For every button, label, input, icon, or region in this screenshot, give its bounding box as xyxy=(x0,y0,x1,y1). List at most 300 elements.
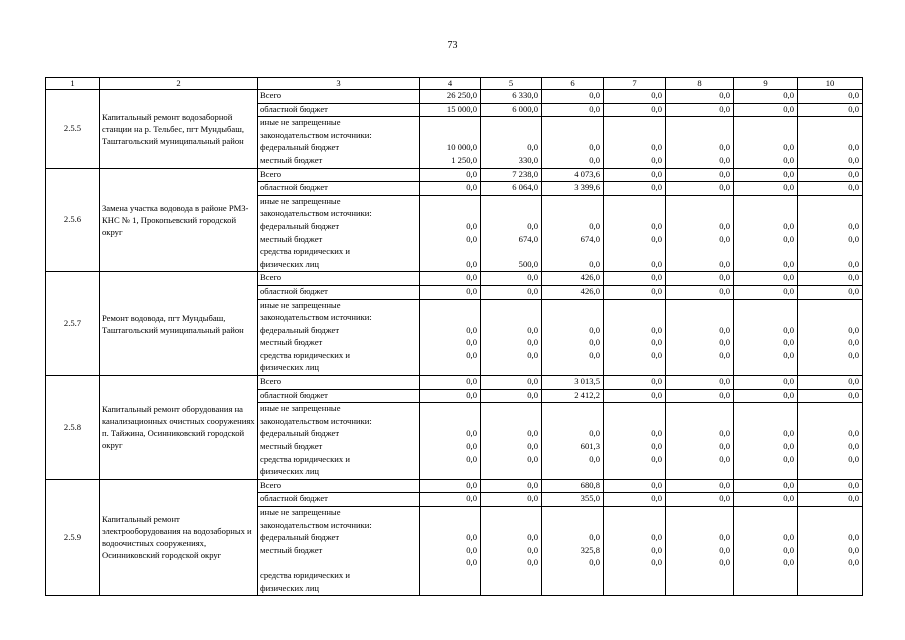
amount-value xyxy=(798,117,862,130)
amount-value xyxy=(542,208,603,221)
amount-value: 0,0 xyxy=(527,544,538,555)
amount-value: 0,0 xyxy=(666,182,733,196)
table-row xyxy=(46,168,863,272)
amount-value xyxy=(666,246,733,259)
amount-value xyxy=(798,312,862,325)
amount-value: 0,0 xyxy=(848,324,859,335)
amount-value: 0,0 xyxy=(783,428,794,439)
amount-value xyxy=(798,246,862,259)
amount-value xyxy=(542,362,603,375)
amount-value xyxy=(542,246,603,259)
funding-source-label: иные не запрещенные xyxy=(260,117,341,128)
funding-source-label: федеральный бюджет xyxy=(260,532,340,543)
amount-value: 0,0 xyxy=(848,337,859,348)
column-header: 1 xyxy=(46,78,100,90)
amount-value: 0,0 xyxy=(542,104,603,118)
amount-value: 0,0 xyxy=(666,169,733,183)
column-header: 10 xyxy=(798,78,863,90)
amount-value: 0,0 xyxy=(604,286,665,300)
amount-value xyxy=(666,117,733,130)
amount-value xyxy=(420,300,480,313)
funding-source-label: местный бюджет xyxy=(260,233,323,244)
amount-value: 0,0 xyxy=(798,390,862,404)
amount-value: 0,0 xyxy=(589,349,600,360)
section-name: Капитальный ремонт оборудования на канализационных очистных сооружениях п. Тайжина, Осинниковский городской округ xyxy=(100,376,258,480)
amount-value: 0,0 xyxy=(589,258,600,269)
amount-value: 0,0 xyxy=(734,104,797,118)
amount-value: 0,0 xyxy=(466,428,477,439)
amount-value: 0,0 xyxy=(734,169,797,183)
amount-value: 0,0 xyxy=(651,154,662,165)
amount-value: 601,3 xyxy=(580,441,600,452)
amount-value: 0,0 xyxy=(783,441,794,452)
amount-value xyxy=(604,507,665,520)
amount-value xyxy=(420,362,480,375)
amount-value xyxy=(420,570,480,583)
amount-value: 0,0 xyxy=(420,272,480,286)
amount-value: 0,0 xyxy=(527,142,538,153)
amount-value xyxy=(666,520,733,533)
amount-value: 0,0 xyxy=(719,142,730,153)
amount-value: 0,0 xyxy=(734,286,797,300)
amount-value xyxy=(666,208,733,221)
funding-source-label: местный бюджет xyxy=(260,154,323,165)
amount-value: 0,0 xyxy=(604,480,665,494)
amount-value: 0,0 xyxy=(527,441,538,452)
funding-sources-cell xyxy=(258,479,420,595)
amount-value xyxy=(542,312,603,325)
amount-value xyxy=(420,520,480,533)
amount-value: 0,0 xyxy=(719,324,730,335)
amount-value: 355,0 xyxy=(542,493,603,507)
amount-value: 0,0 xyxy=(719,349,730,360)
amount-value xyxy=(542,416,603,429)
amount-value: 0,0 xyxy=(420,169,480,183)
funding-source-label: областной бюджет xyxy=(258,182,419,196)
amount-value: 15 000,0 xyxy=(420,104,480,118)
amount-value xyxy=(481,246,541,259)
amount-value: 0,0 xyxy=(734,480,797,494)
funding-source-label: физических лиц xyxy=(260,582,320,593)
amount-value xyxy=(734,300,797,313)
funding-source-label: областной бюджет xyxy=(258,286,419,300)
amount-value: 0,0 xyxy=(481,390,541,404)
amount-value xyxy=(798,583,862,596)
amount-value: 0,0 xyxy=(651,544,662,555)
amount-value: 0,0 xyxy=(651,349,662,360)
column-header: 2 xyxy=(100,78,258,90)
column-header: 5 xyxy=(481,78,542,90)
amount-value: 0,0 xyxy=(527,324,538,335)
amount-value xyxy=(481,583,541,596)
amount-value: 0,0 xyxy=(783,544,794,555)
amount-value: 0,0 xyxy=(848,441,859,452)
value-cell-col-4 xyxy=(420,479,481,595)
amount-value: 0,0 xyxy=(719,428,730,439)
amount-value xyxy=(666,312,733,325)
amount-value xyxy=(798,507,862,520)
amount-value xyxy=(604,300,665,313)
amount-value xyxy=(798,403,862,416)
amount-value xyxy=(666,466,733,479)
amount-value xyxy=(734,246,797,259)
amount-value: 10 000,0 xyxy=(446,142,477,153)
value-cell-col-8 xyxy=(666,479,734,595)
amount-value xyxy=(420,208,480,221)
section-name: Капитальный ремонт электрооборудования на водозаборных и водоочистных сооружениях, Осинниковский городской округ xyxy=(100,479,258,595)
amount-value xyxy=(481,570,541,583)
amount-value xyxy=(481,312,541,325)
funding-source-label: законодательством источники: xyxy=(260,208,372,219)
section-number: 2.5.7 xyxy=(46,272,100,376)
amount-value: 0,0 xyxy=(589,142,600,153)
amount-value: 0,0 xyxy=(589,428,600,439)
funding-source-label: Всего xyxy=(258,480,419,494)
amount-value xyxy=(420,416,480,429)
column-header: 9 xyxy=(734,78,798,90)
funding-source-label: законодательством источники: xyxy=(260,312,372,323)
amount-value xyxy=(666,362,733,375)
amount-value: 0,0 xyxy=(420,480,480,494)
funding-source-label: иные не запрещенные xyxy=(260,403,341,414)
amount-value: 0,0 xyxy=(651,233,662,244)
value-cell-col-8 xyxy=(666,376,734,480)
amount-value: 0,0 xyxy=(466,324,477,335)
amount-value: 6 000,0 xyxy=(481,104,541,118)
amount-value: 0,0 xyxy=(848,233,859,244)
amount-value xyxy=(542,130,603,143)
amount-value: 0,0 xyxy=(666,493,733,507)
funding-source-label: физических лиц xyxy=(260,258,320,269)
amount-value xyxy=(542,300,603,313)
value-cell-col-5 xyxy=(481,272,542,376)
amount-value xyxy=(542,570,603,583)
amount-value xyxy=(420,583,480,596)
amount-value xyxy=(481,520,541,533)
amount-value: 674,0 xyxy=(580,233,600,244)
amount-value: 0,0 xyxy=(651,557,662,568)
funding-source-label: федеральный бюджет xyxy=(260,324,340,335)
amount-value xyxy=(481,300,541,313)
amount-value: 0,0 xyxy=(481,272,541,286)
amount-value: 0,0 xyxy=(589,220,600,231)
amount-value xyxy=(420,466,480,479)
funding-source-label: областной бюджет xyxy=(258,390,419,404)
amount-value: 0,0 xyxy=(848,154,859,165)
amount-value xyxy=(734,466,797,479)
amount-value xyxy=(666,583,733,596)
amount-value: 0,0 xyxy=(848,258,859,269)
amount-value: 0,0 xyxy=(783,220,794,231)
amount-value: 0,0 xyxy=(783,453,794,464)
amount-value: 0,0 xyxy=(848,220,859,231)
amount-value: 0,0 xyxy=(666,104,733,118)
funding-source-label: физических лиц xyxy=(260,466,320,477)
amount-value xyxy=(481,466,541,479)
value-cell-col-4 xyxy=(420,90,481,169)
amount-value xyxy=(734,583,797,596)
amount-value: 0,0 xyxy=(719,557,730,568)
funding-source-label: иные не запрещенные xyxy=(260,299,341,310)
amount-value xyxy=(798,196,862,209)
amount-value xyxy=(481,507,541,520)
table-row xyxy=(46,479,863,595)
amount-value: 0,0 xyxy=(589,324,600,335)
amount-value xyxy=(604,312,665,325)
amount-value: 0,0 xyxy=(604,390,665,404)
amount-value: 0,0 xyxy=(666,480,733,494)
amount-value: 0,0 xyxy=(798,480,862,494)
value-cell-col-7 xyxy=(604,376,666,480)
section-name: Капитальный ремонт водозаборной станции на р. Тельбес, пгт Мундыбаш, Таштагольский муниципальный район xyxy=(100,90,258,169)
amount-value: 0,0 xyxy=(783,233,794,244)
amount-value xyxy=(604,520,665,533)
amount-value: 0,0 xyxy=(466,544,477,555)
amount-value xyxy=(420,246,480,259)
amount-value: 0,0 xyxy=(420,182,480,196)
column-header: 3 xyxy=(258,78,420,90)
amount-value: 0,0 xyxy=(604,493,665,507)
value-cell-col-7 xyxy=(604,479,666,595)
amount-value xyxy=(420,507,480,520)
funding-sources-cell xyxy=(258,90,420,169)
amount-value: 0,0 xyxy=(719,337,730,348)
value-cell-col-10 xyxy=(798,376,863,480)
amount-value: 325,8 xyxy=(580,544,600,555)
amount-value xyxy=(542,507,603,520)
funding-source-label: Всего xyxy=(258,272,419,286)
section-number: 2.5.9 xyxy=(46,479,100,595)
value-cell-col-6 xyxy=(542,272,604,376)
amount-value: 0,0 xyxy=(719,233,730,244)
column-header: 4 xyxy=(420,78,481,90)
amount-value xyxy=(542,520,603,533)
amount-value xyxy=(734,362,797,375)
amount-value: 0,0 xyxy=(604,104,665,118)
funding-sources-cell xyxy=(258,272,420,376)
funding-source-label: законодательством источники: xyxy=(260,415,372,426)
amount-value: 0,0 xyxy=(466,233,477,244)
column-number-header-row xyxy=(46,78,863,90)
page-number: 73 xyxy=(447,40,458,51)
amount-value: 0,0 xyxy=(420,493,480,507)
amount-value: 0,0 xyxy=(481,286,541,300)
funding-source-label: Всего xyxy=(258,376,419,390)
amount-value xyxy=(798,416,862,429)
amount-value: 0,0 xyxy=(719,154,730,165)
funding-source-label: местный бюджет xyxy=(260,544,323,555)
amount-value xyxy=(481,130,541,143)
amount-value: 0,0 xyxy=(589,337,600,348)
amount-value: 0,0 xyxy=(527,428,538,439)
amount-value: 1 250,0 xyxy=(451,154,477,165)
value-cell-col-6 xyxy=(542,90,604,169)
value-cell-col-5 xyxy=(481,376,542,480)
amount-value: 0,0 xyxy=(527,220,538,231)
value-cell-col-8 xyxy=(666,90,734,169)
amount-value: 0,0 xyxy=(420,376,480,390)
amount-value: 0,0 xyxy=(651,337,662,348)
funding-source-label: областной бюджет xyxy=(258,493,419,507)
funding-source-label: иные не запрещенные xyxy=(260,507,341,517)
amount-value xyxy=(798,570,862,583)
amount-value: 0,0 xyxy=(848,453,859,464)
amount-value: 0,0 xyxy=(527,453,538,464)
amount-value: 0,0 xyxy=(466,532,477,543)
value-cell-col-4 xyxy=(420,272,481,376)
amount-value: 0,0 xyxy=(604,376,665,390)
value-cell-col-8 xyxy=(666,272,734,376)
amount-value xyxy=(481,362,541,375)
amount-value xyxy=(542,403,603,416)
funding-source-label: местный бюджет xyxy=(260,337,323,348)
column-header: 6 xyxy=(542,78,604,90)
value-cell-col-6 xyxy=(542,479,604,595)
amount-value: 0,0 xyxy=(651,453,662,464)
value-cell-col-8 xyxy=(666,168,734,272)
amount-value: 0,0 xyxy=(651,258,662,269)
funding-source-label: Всего xyxy=(258,90,419,104)
funding-source-label: федеральный бюджет xyxy=(260,142,340,153)
amount-value: 0,0 xyxy=(651,220,662,231)
value-cell-col-7 xyxy=(604,168,666,272)
amount-value xyxy=(734,403,797,416)
amount-value: 0,0 xyxy=(783,349,794,360)
amount-value xyxy=(604,403,665,416)
amount-value xyxy=(604,196,665,209)
amount-value: 4 073,6 xyxy=(542,169,603,183)
amount-value: 0,0 xyxy=(783,557,794,568)
value-cell-col-4 xyxy=(420,168,481,272)
amount-value xyxy=(542,117,603,130)
amount-value xyxy=(666,416,733,429)
amount-value: 0,0 xyxy=(604,182,665,196)
value-cell-col-10 xyxy=(798,90,863,169)
amount-value: 0,0 xyxy=(481,493,541,507)
value-cell-col-6 xyxy=(542,168,604,272)
amount-value xyxy=(542,196,603,209)
funding-source-label xyxy=(258,557,419,570)
amount-value: 0,0 xyxy=(719,441,730,452)
amount-value: 0,0 xyxy=(481,376,541,390)
amount-value: 0,0 xyxy=(420,286,480,300)
section-number: 2.5.8 xyxy=(46,376,100,480)
amount-value xyxy=(604,208,665,221)
value-cell-col-5 xyxy=(481,168,542,272)
amount-value xyxy=(604,583,665,596)
amount-value: 0,0 xyxy=(734,182,797,196)
amount-value: 3 399,6 xyxy=(542,182,603,196)
amount-value: 0,0 xyxy=(589,453,600,464)
amount-value xyxy=(666,196,733,209)
amount-value: 426,0 xyxy=(542,272,603,286)
amount-value xyxy=(420,117,480,130)
amount-value: 0,0 xyxy=(783,142,794,153)
amount-value xyxy=(420,403,480,416)
amount-value: 2 412,2 xyxy=(542,390,603,404)
amount-value: 0,0 xyxy=(783,154,794,165)
amount-value xyxy=(481,208,541,221)
amount-value: 500,0 xyxy=(518,258,538,269)
amount-value: 0,0 xyxy=(542,90,603,104)
amount-value: 3 013,5 xyxy=(542,376,603,390)
amount-value: 0,0 xyxy=(651,532,662,543)
amount-value xyxy=(604,117,665,130)
value-cell-col-7 xyxy=(604,272,666,376)
amount-value: 0,0 xyxy=(783,337,794,348)
amount-value xyxy=(604,466,665,479)
amount-value xyxy=(734,130,797,143)
value-cell-col-4 xyxy=(420,376,481,480)
amount-value: 0,0 xyxy=(651,324,662,335)
amount-value xyxy=(798,208,862,221)
amount-value: 0,0 xyxy=(589,557,600,568)
amount-value: 0,0 xyxy=(466,337,477,348)
amount-value: 0,0 xyxy=(466,220,477,231)
funding-source-label: местный бюджет xyxy=(260,441,323,452)
value-cell-col-6 xyxy=(542,376,604,480)
amount-value xyxy=(481,416,541,429)
amount-value: 0,0 xyxy=(798,286,862,300)
amount-value xyxy=(734,117,797,130)
funding-source-label: федеральный бюджет xyxy=(260,428,340,439)
amount-value: 0,0 xyxy=(604,90,665,104)
table-row xyxy=(46,90,863,169)
amount-value: 0,0 xyxy=(719,258,730,269)
amount-value: 0,0 xyxy=(420,390,480,404)
funding-source-label: средства юридических и xyxy=(260,569,350,580)
funding-source-label: средства юридических и xyxy=(260,246,350,257)
amount-value xyxy=(481,403,541,416)
amount-value: 0,0 xyxy=(798,169,862,183)
value-cell-col-5 xyxy=(481,90,542,169)
amount-value: 0,0 xyxy=(848,557,859,568)
amount-value: 0,0 xyxy=(734,90,797,104)
amount-value: 0,0 xyxy=(604,272,665,286)
amount-value xyxy=(734,196,797,209)
funding-source-label: средства юридических и xyxy=(260,453,350,464)
value-cell-col-9 xyxy=(734,479,798,595)
funding-source-label: средства юридических и xyxy=(260,349,350,360)
amount-value: 6 064,0 xyxy=(481,182,541,196)
value-cell-col-9 xyxy=(734,168,798,272)
section-name: Замена участка водовода в районе РМЗ-КНС № 1, Прокопьевский городской округ xyxy=(100,168,258,272)
amount-value: 0,0 xyxy=(734,390,797,404)
amount-value: 0,0 xyxy=(719,220,730,231)
amount-value xyxy=(734,507,797,520)
funding-source-label: иные не запрещенные xyxy=(260,195,341,206)
amount-value xyxy=(604,130,665,143)
amount-value xyxy=(604,416,665,429)
amount-value xyxy=(481,196,541,209)
amount-value: 0,0 xyxy=(666,286,733,300)
amount-value: 0,0 xyxy=(719,544,730,555)
amount-value: 0,0 xyxy=(719,532,730,543)
funding-source-label: законодательством источники: xyxy=(260,129,372,140)
amount-value xyxy=(734,312,797,325)
amount-value: 0,0 xyxy=(466,557,477,568)
amount-value xyxy=(481,117,541,130)
amount-value: 7 238,0 xyxy=(481,169,541,183)
funding-sources-cell xyxy=(258,168,420,272)
amount-value: 0,0 xyxy=(527,557,538,568)
amount-value: 680,8 xyxy=(542,480,603,494)
amount-value xyxy=(420,312,480,325)
value-cell-col-9 xyxy=(734,376,798,480)
funding-source-label: областной бюджет xyxy=(258,104,419,118)
amount-value: 0,0 xyxy=(734,493,797,507)
amount-value: 0,0 xyxy=(527,532,538,543)
